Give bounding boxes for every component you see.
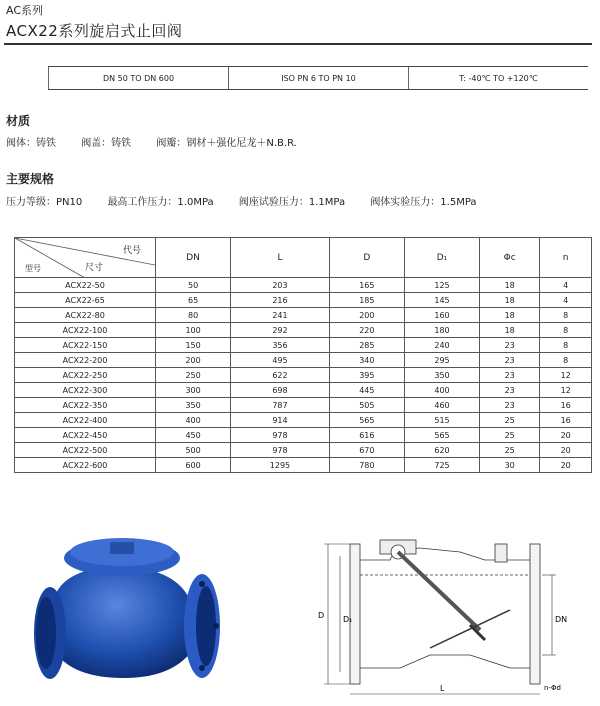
material-disc: 阀瓣：钢材＋强化尼龙＋N.B.R. <box>156 138 297 149</box>
value-cell: 50 <box>156 278 231 293</box>
value-cell: 698 <box>231 383 330 398</box>
value-cell: 4 <box>540 293 592 308</box>
spec-max-working: 最高工作压力：1.0MPa <box>107 197 214 208</box>
value-cell: 16 <box>540 398 592 413</box>
diag-model-label: 型号 <box>25 264 41 273</box>
value-cell: 787 <box>231 398 330 413</box>
value-cell: 12 <box>540 368 592 383</box>
value-cell: 914 <box>231 413 330 428</box>
dimension-table <box>14 237 592 473</box>
diagonal-header <box>15 238 156 278</box>
value-cell: 216 <box>231 293 330 308</box>
table-row <box>15 383 592 398</box>
label-nphi: n-Φd <box>544 684 561 692</box>
value-cell: 400 <box>404 383 479 398</box>
value-cell: 350 <box>404 368 479 383</box>
value-cell: 185 <box>329 293 404 308</box>
model-cell: ACX22-250 <box>15 368 156 383</box>
col-d: D <box>329 238 404 278</box>
value-cell: 12 <box>540 383 592 398</box>
model-cell: ACX22-80 <box>15 308 156 323</box>
model-cell: ACX22-300 <box>15 383 156 398</box>
table-body <box>15 278 592 473</box>
value-cell: 100 <box>156 323 231 338</box>
spec-seat-test: 阀座试验压力：1.1MPa <box>238 197 346 208</box>
table-row <box>15 428 592 443</box>
value-cell: 340 <box>329 353 404 368</box>
value-cell: 18 <box>480 323 540 338</box>
label-d1: D₁ <box>343 615 353 624</box>
value-cell: 145 <box>404 293 479 308</box>
col-d1: D₁ <box>404 238 479 278</box>
model-cell: ACX22-150 <box>15 338 156 353</box>
model-cell: ACX22-600 <box>15 458 156 473</box>
value-cell: 295 <box>404 353 479 368</box>
valve-photo <box>24 528 224 696</box>
series-label: AC系列 <box>6 4 44 17</box>
value-cell: 620 <box>404 443 479 458</box>
page-title: ACX22系列旋启式止回阀 <box>6 22 183 40</box>
table-row <box>15 293 592 308</box>
value-cell: 20 <box>540 458 592 473</box>
value-cell: 241 <box>231 308 330 323</box>
value-cell: 350 <box>156 398 231 413</box>
value-cell: 80 <box>156 308 231 323</box>
diag-code-label: 代号 <box>122 246 141 256</box>
value-cell: 23 <box>480 383 540 398</box>
value-cell: 600 <box>156 458 231 473</box>
table-row <box>15 443 592 458</box>
value-cell: 65 <box>156 293 231 308</box>
value-cell: 460 <box>404 398 479 413</box>
materials-line <box>6 134 319 149</box>
model-cell: ACX22-100 <box>15 323 156 338</box>
valve-drawing <box>310 530 580 700</box>
value-cell: 616 <box>329 428 404 443</box>
value-cell: 160 <box>404 308 479 323</box>
value-cell: 8 <box>540 308 592 323</box>
spec-pressure-class: 压力等级：PN10 <box>6 197 83 208</box>
value-cell: 670 <box>329 443 404 458</box>
value-cell: 23 <box>480 353 540 368</box>
value-cell: 20 <box>540 443 592 458</box>
value-cell: 4 <box>540 278 592 293</box>
table-row <box>15 398 592 413</box>
value-cell: 356 <box>231 338 330 353</box>
table-row <box>15 413 592 428</box>
model-cell: ACX22-50 <box>15 278 156 293</box>
table-row <box>15 368 592 383</box>
col-n: n <box>540 238 592 278</box>
value-cell: 165 <box>329 278 404 293</box>
value-cell: 18 <box>480 308 540 323</box>
spec-range: DN 50 TO DN 600 <box>48 67 229 89</box>
table-row <box>15 458 592 473</box>
value-cell: 565 <box>404 428 479 443</box>
value-cell: 25 <box>480 428 540 443</box>
value-cell: 450 <box>156 428 231 443</box>
label-d: D <box>318 611 325 620</box>
col-phic: Φc <box>480 238 540 278</box>
value-cell: 285 <box>329 338 404 353</box>
value-cell: 180 <box>404 323 479 338</box>
value-cell: 505 <box>329 398 404 413</box>
material-body: 阀体：铸铁 <box>6 138 56 149</box>
value-cell: 18 <box>480 293 540 308</box>
table-row <box>15 278 592 293</box>
value-cell: 200 <box>329 308 404 323</box>
model-cell: ACX22-350 <box>15 398 156 413</box>
value-cell: 565 <box>329 413 404 428</box>
spec-bar <box>48 66 588 90</box>
value-cell: 150 <box>156 338 231 353</box>
col-dn: DN <box>156 238 231 278</box>
model-cell: ACX22-400 <box>15 413 156 428</box>
title-rule <box>4 43 592 45</box>
spec-temperature: T: -40℃ TO +120℃ <box>459 73 538 83</box>
value-cell: 780 <box>329 458 404 473</box>
material-bonnet: 阀盖：铸铁 <box>81 138 132 149</box>
value-cell: 978 <box>231 443 330 458</box>
label-l: L <box>440 684 445 693</box>
col-l: L <box>231 238 330 278</box>
table-row <box>15 308 592 323</box>
model-cell: ACX22-65 <box>15 293 156 308</box>
value-cell: 300 <box>156 383 231 398</box>
table-row <box>15 353 592 368</box>
value-cell: 23 <box>480 368 540 383</box>
value-cell: 515 <box>404 413 479 428</box>
value-cell: 395 <box>329 368 404 383</box>
value-cell: 23 <box>480 398 540 413</box>
value-cell: 30 <box>480 458 540 473</box>
model-cell: ACX22-450 <box>15 428 156 443</box>
value-cell: 495 <box>231 353 330 368</box>
value-cell: 203 <box>231 278 330 293</box>
value-cell: 500 <box>156 443 231 458</box>
value-cell: 1295 <box>231 458 330 473</box>
specs-heading: 主要规格 <box>6 172 55 186</box>
table-row <box>15 338 592 353</box>
value-cell: 725 <box>404 458 479 473</box>
value-cell: 25 <box>480 413 540 428</box>
value-cell: 250 <box>156 368 231 383</box>
value-cell: 978 <box>231 428 330 443</box>
value-cell: 8 <box>540 323 592 338</box>
table-header-row <box>15 238 592 278</box>
value-cell: 8 <box>540 353 592 368</box>
value-cell: 220 <box>329 323 404 338</box>
value-cell: 16 <box>540 413 592 428</box>
value-cell: 23 <box>480 338 540 353</box>
table-row <box>15 323 592 338</box>
value-cell: 622 <box>231 368 330 383</box>
model-cell: ACX22-200 <box>15 353 156 368</box>
spec-body-test: 阀体实验压力：1.5MPa <box>370 197 477 208</box>
value-cell: 125 <box>404 278 479 293</box>
value-cell: 25 <box>480 443 540 458</box>
value-cell: 200 <box>156 353 231 368</box>
value-cell: 445 <box>329 383 404 398</box>
value-cell: 240 <box>404 338 479 353</box>
value-cell: 400 <box>156 413 231 428</box>
spec-pressure: ISO PN 6 TO PN 10 <box>229 67 409 89</box>
model-cell: ACX22-500 <box>15 443 156 458</box>
label-dn: DN <box>555 615 568 624</box>
value-cell: 18 <box>480 278 540 293</box>
value-cell: 292 <box>231 323 330 338</box>
value-cell: 20 <box>540 428 592 443</box>
specs-line <box>6 193 499 208</box>
materials-heading: 材质 <box>6 114 31 128</box>
diag-size-label: 尺寸 <box>85 263 104 273</box>
value-cell: 8 <box>540 338 592 353</box>
